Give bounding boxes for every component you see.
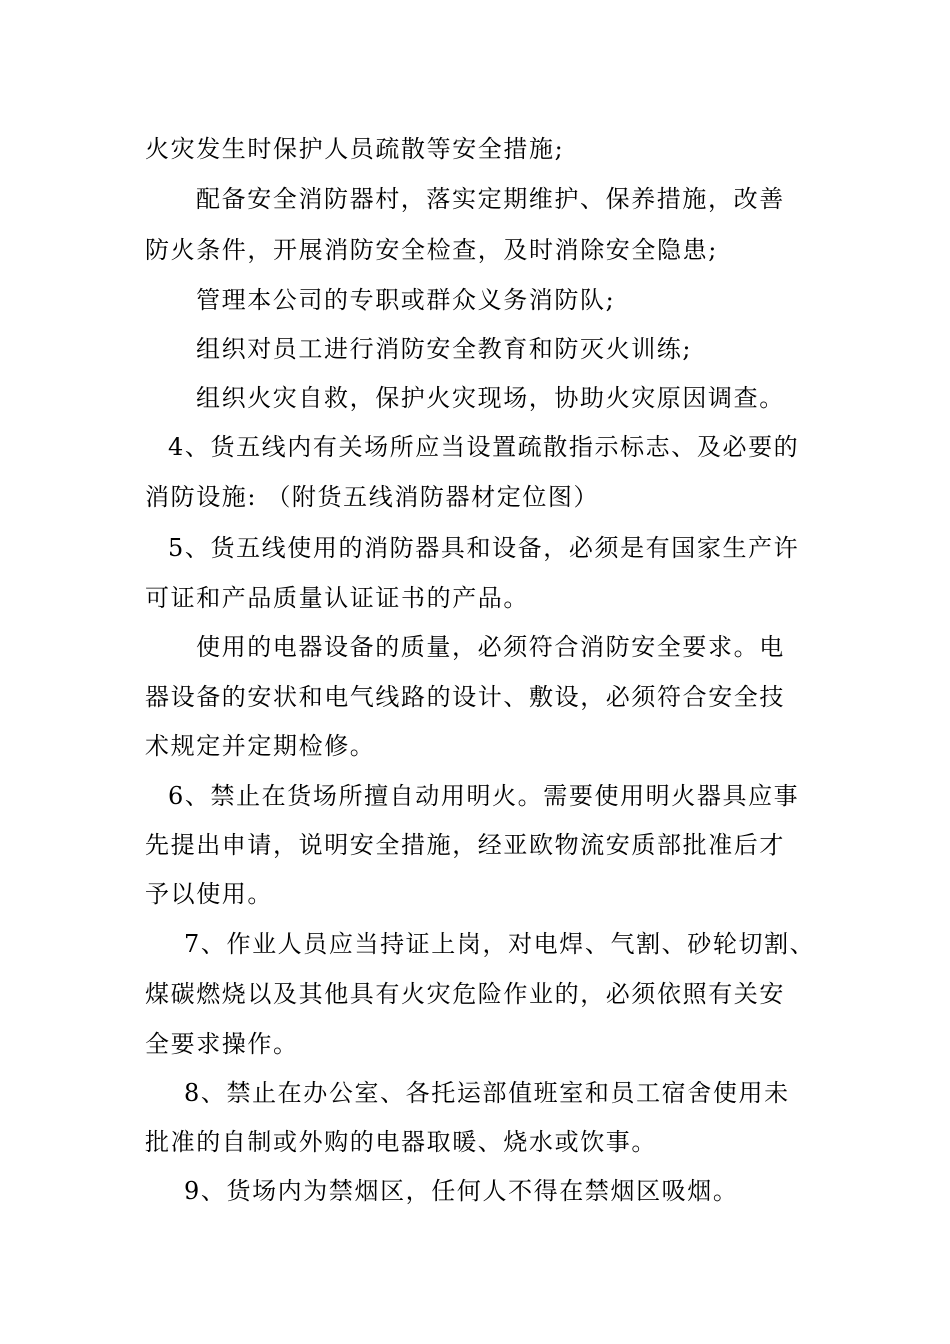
paragraph-line: 消防设施: （附货五线消防器材定位图） bbox=[145, 483, 600, 511]
paragraph-line: 煤碳燃烧以及其他具有火灾危险作业的，必须依照有关安 bbox=[145, 980, 785, 1008]
paragraph-line: 防火条件，开展消防安全检查，及时消除安全隐患; bbox=[145, 236, 718, 264]
paragraph-line: 火灾发生时保护人员疏散等安全措施; bbox=[145, 135, 565, 163]
paragraph-line: 使用的电器设备的质量，必须符合消防安全要求。电 bbox=[196, 633, 785, 661]
paragraph-line: 可证和产品质量认证证书的产品。 bbox=[145, 584, 529, 612]
paragraph-line: 5、货五线使用的消防器具和设备，必须是有国家生产许 bbox=[168, 534, 800, 562]
paragraph-line: 配备安全消防器村，落实定期维护、保养措施，改善 bbox=[196, 185, 785, 213]
paragraph-line: 批准的自制或外购的电器取暖、烧水或饮事。 bbox=[145, 1128, 657, 1156]
paragraph-line: 4、货五线内有关场所应当设置疏散指示标志、及必要的 bbox=[168, 433, 800, 461]
paragraph-line: 7、作业人员应当持证上岗，对电焊、气割、砂轮切割、 bbox=[184, 930, 816, 958]
paragraph-line: 器设备的安状和电气线路的设计、敷设，必须符合安全技 bbox=[145, 683, 785, 711]
paragraph-line: 9、货场内为禁烟区，任何人不得在禁烟区吸烟。 bbox=[184, 1177, 739, 1205]
paragraph-line: 组织火灾自救，保护火灾现场，协助火灾原因调查。 bbox=[196, 384, 785, 412]
paragraph-line: 先提出申请，说明安全措施，经亚欧物流安质部批准后才 bbox=[145, 831, 785, 859]
paragraph-line: 全要求操作。 bbox=[145, 1030, 299, 1058]
paragraph-line: 予以使用。 bbox=[145, 880, 273, 908]
paragraph-line: 6、禁止在货场所擅自动用明火。需要使用明火器具应事 bbox=[168, 782, 800, 810]
paragraph-line: 术规定并定期检修。 bbox=[145, 732, 376, 760]
paragraph-line: 组织对员工进行消防安全教育和防灭火训练; bbox=[196, 335, 693, 363]
paragraph-line: 8、禁止在办公室、各托运部值班室和员工宿舍使用未 bbox=[184, 1079, 790, 1107]
paragraph-line: 管理本公司的专职或群众义务消防队; bbox=[196, 286, 616, 314]
